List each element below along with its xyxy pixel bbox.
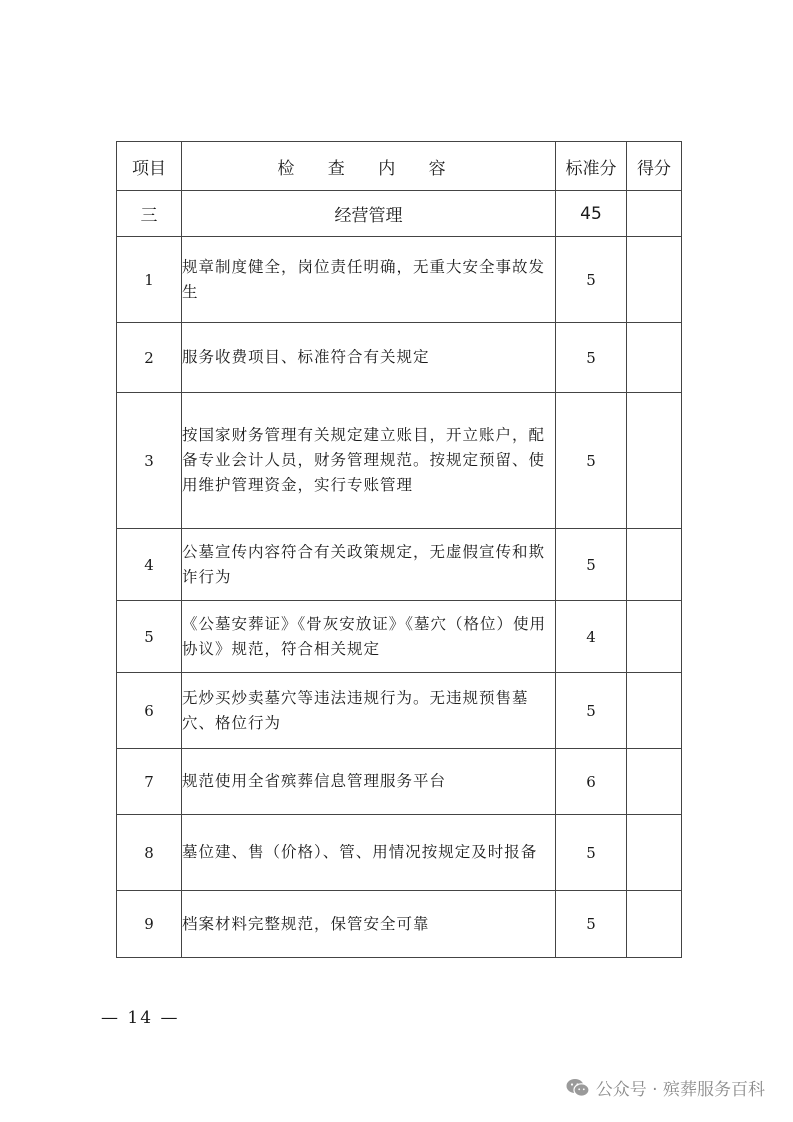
section-number: 三	[117, 191, 182, 237]
item-number: 2	[117, 323, 182, 393]
item-number: 7	[117, 749, 182, 815]
table-row	[117, 601, 682, 673]
item-content: 无炒买炒卖墓穴等违法违规行为。无违规预售墓穴、格位行为	[182, 673, 556, 749]
item-standard-score: 5	[556, 891, 627, 958]
table-header-row	[117, 142, 682, 191]
item-standard-score: 5	[556, 323, 627, 393]
table-row	[117, 323, 682, 393]
page-number: — 14 —	[101, 1008, 180, 1028]
section-title: 经营管理	[182, 191, 556, 237]
item-number: 5	[117, 601, 182, 673]
item-content: 墓位建、售（价格）、管、用情况按规定及时报备	[182, 815, 556, 891]
table-row	[117, 237, 682, 323]
item-score	[627, 393, 682, 529]
item-content: 《公墓安葬证》《骨灰安放证》《墓穴（格位）使用协议》规范，符合相关规定	[182, 601, 556, 673]
item-content: 档案材料完整规范，保管安全可靠	[182, 891, 556, 958]
section-standard-score: 45	[556, 191, 627, 237]
item-number: 6	[117, 673, 182, 749]
item-standard-score: 5	[556, 529, 627, 601]
item-score	[627, 237, 682, 323]
item-content: 按国家财务管理有关规定建立账目，开立账户，配备专业会计人员，财务管理规范。按规定预留、使用维护管理资金，实行专账管理	[182, 393, 556, 529]
section-row	[117, 191, 682, 237]
item-number: 3	[117, 393, 182, 529]
table-row	[117, 749, 682, 815]
watermark	[566, 1075, 765, 1100]
table-row	[117, 529, 682, 601]
item-score	[627, 749, 682, 815]
item-standard-score: 5	[556, 393, 627, 529]
table-row	[117, 673, 682, 749]
item-content: 规范使用全省殡葬信息管理服务平台	[182, 749, 556, 815]
section-score	[627, 191, 682, 237]
header-content: 检 查 内 容	[182, 142, 556, 191]
item-number: 4	[117, 529, 182, 601]
header-standard-score: 标准分	[556, 142, 627, 191]
item-standard-score: 5	[556, 673, 627, 749]
item-score	[627, 891, 682, 958]
item-standard-score: 5	[556, 815, 627, 891]
item-score	[627, 673, 682, 749]
table-row	[117, 393, 682, 529]
item-number: 8	[117, 815, 182, 891]
item-score	[627, 323, 682, 393]
table-row	[117, 891, 682, 958]
item-score	[627, 601, 682, 673]
inspection-table	[116, 141, 682, 958]
item-number: 1	[117, 237, 182, 323]
item-content: 规章制度健全，岗位责任明确，无重大安全事故发生	[182, 237, 556, 323]
item-standard-score: 5	[556, 237, 627, 323]
wechat-icon	[566, 1078, 590, 1098]
item-score	[627, 815, 682, 891]
item-standard-score: 6	[556, 749, 627, 815]
item-number: 9	[117, 891, 182, 958]
header-item: 项目	[117, 142, 182, 191]
item-score	[627, 529, 682, 601]
item-content: 公墓宣传内容符合有关政策规定，无虚假宣传和欺诈行为	[182, 529, 556, 601]
watermark-text: 公众号 · 殡葬服务百科	[595, 1080, 765, 1100]
table-row	[117, 815, 682, 891]
item-standard-score: 4	[556, 601, 627, 673]
item-content: 服务收费项目、标准符合有关规定	[182, 323, 556, 393]
header-score: 得分	[627, 142, 682, 191]
